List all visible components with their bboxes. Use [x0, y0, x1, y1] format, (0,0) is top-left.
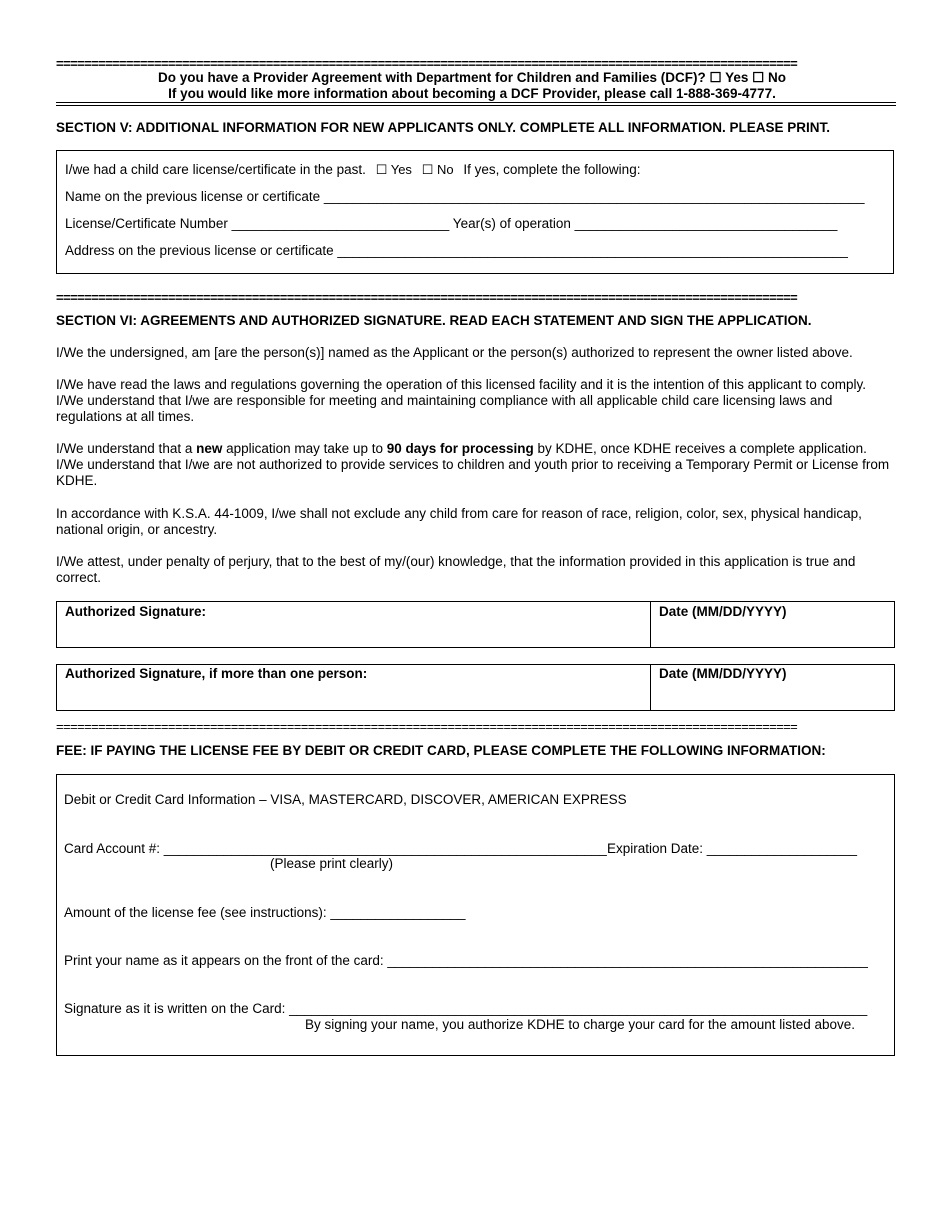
cardholder-name-field[interactable]: Print your name as it appears on the front of the card: ________________________________________________________________: [64, 953, 868, 968]
dcf-question: Do you have a Provider Agreement with Department for Children and Families (DCF)? ☐ Yes ☐ No: [157, 70, 787, 85]
date-2-label: Date (MM/DD/YYYY): [659, 666, 787, 681]
dcf-info: If you would like more information about becoming a DCF Provider, please call 1-888-369-4777.: [168, 86, 776, 101]
expiration-date-field[interactable]: Expiration Date: ____________________: [607, 841, 857, 856]
print-clearly-note: (Please print clearly): [270, 856, 394, 871]
previous-address-field[interactable]: Address on the previous license or certificate ____________________________________________________________________: [65, 243, 848, 258]
past-license-label: I/we had a child care license/certificate in the past.: [65, 162, 366, 177]
new-emphasis: new: [196, 441, 223, 456]
processing-emphasis: 90 days for processing: [386, 441, 534, 456]
statement-1: I/We the undersigned, am [are the person(s)] named as the Applicant or the person(s) authorized to represent the owner listed above.: [56, 345, 853, 360]
statement-2: I/We have read the laws and regulations governing the operation of this licensed facility and it is the intention of this applicant to comply. I/We understand that I/we are responsible for meeting and maintaining compliance with all applicable child care licensing laws and regulations at all times.: [56, 377, 866, 424]
separator-fee: ==========================================================================================================: [56, 720, 798, 734]
fee-heading: FEE: IF PAYING THE LICENSE FEE BY DEBIT OR CREDIT CARD, PLEASE COMPLETE THE FOLLOWING INFORMATION:: [56, 743, 826, 758]
signature-1-label: Authorized Signature:: [65, 604, 206, 619]
statement-3: I/We understand that a new application may take up to 90 days for processing by KDHE, once KDHE receives a complete application. I/We understand that I/we are not authorized to provide services to children and youth prior to receiving a Temporary Permit or License from KDHE.: [56, 441, 890, 488]
separator-section6: ==========================================================================================================: [56, 291, 798, 305]
card-signature-field[interactable]: Signature as it is written on the Card: _____________________________________________________________________________: [64, 1001, 868, 1016]
signature-2-label: Authorized Signature, if more than one person:: [65, 666, 368, 681]
license-number-field[interactable]: License/Certificate Number _____________________________ Year(s) of operation ___________________________________: [65, 216, 838, 231]
past-license-yes-checkbox[interactable]: ☐ Yes: [375, 162, 412, 177]
past-license-question: [65, 162, 640, 178]
previous-name-field[interactable]: Name on the previous license or certificate ________________________________________________________________________: [65, 189, 865, 204]
license-fee-amount-field[interactable]: Amount of the license fee (see instructions): __________________: [64, 905, 466, 920]
statement-5: I/We attest, under penalty of perjury, that to the best of my/(our) knowledge, that the information provided in this application is true and correct.: [56, 554, 856, 585]
section6-heading: SECTION VI: AGREEMENTS AND AUTHORIZED SIGNATURE. READ EACH STATEMENT AND SIGN THE APPLICATION.: [56, 313, 812, 328]
past-license-no-checkbox[interactable]: ☐ No: [421, 162, 454, 177]
card-info-label: Debit or Credit Card Information – VISA, MASTERCARD, DISCOVER, AMERICAN EXPRESS: [64, 792, 627, 807]
separator-top: ==========================================================================================================: [56, 57, 798, 71]
statement-4: In accordance with K.S.A. 44-1009, I/we shall not exclude any child from care for reason of race, religion, color, sex, physical handicap, national origin, or ancestry.: [56, 506, 862, 537]
section5-heading: SECTION V: ADDITIONAL INFORMATION FOR NEW APPLICANTS ONLY. COMPLETE ALL INFORMATION. PLEASE PRINT.: [56, 120, 831, 135]
if-yes-note: If yes, complete the following:: [463, 162, 641, 177]
double-rule-top: [56, 102, 896, 103]
date-1-label: Date (MM/DD/YYYY): [659, 604, 787, 619]
card-account-field[interactable]: Card Account #: ___________________________________________________________: [64, 841, 607, 856]
authorize-note: By signing your name, you authorize KDHE to charge your card for the amount listed above.: [305, 1017, 856, 1032]
double-rule-bottom: [56, 105, 896, 106]
